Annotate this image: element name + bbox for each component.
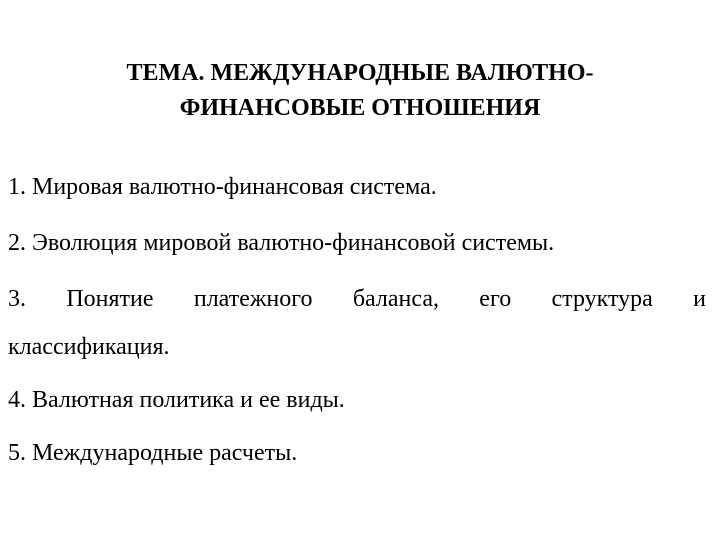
list-item: 4. Валютная политика и ее виды. [8,387,345,413]
slide-title-line-1: ТЕМА. МЕЖДУНАРОДНЫЕ ВАЛЮТНО- [126,60,594,86]
list-item: 5. Международные расчеты. [8,440,298,466]
list-item-continuation: классификация. [8,334,170,360]
slide-title-line-2: ФИНАНСОВЫЕ ОТНОШЕНИЯ [179,95,541,121]
list-item: 2. Эволюция мировой валютно-финансовой системы. [8,230,555,256]
list-item: 1. Мировая валютно-финансовая система. [8,174,437,200]
slide-title [40,56,680,126]
list-item: 3. Понятие платежного баланса, его структура и [8,286,706,312]
